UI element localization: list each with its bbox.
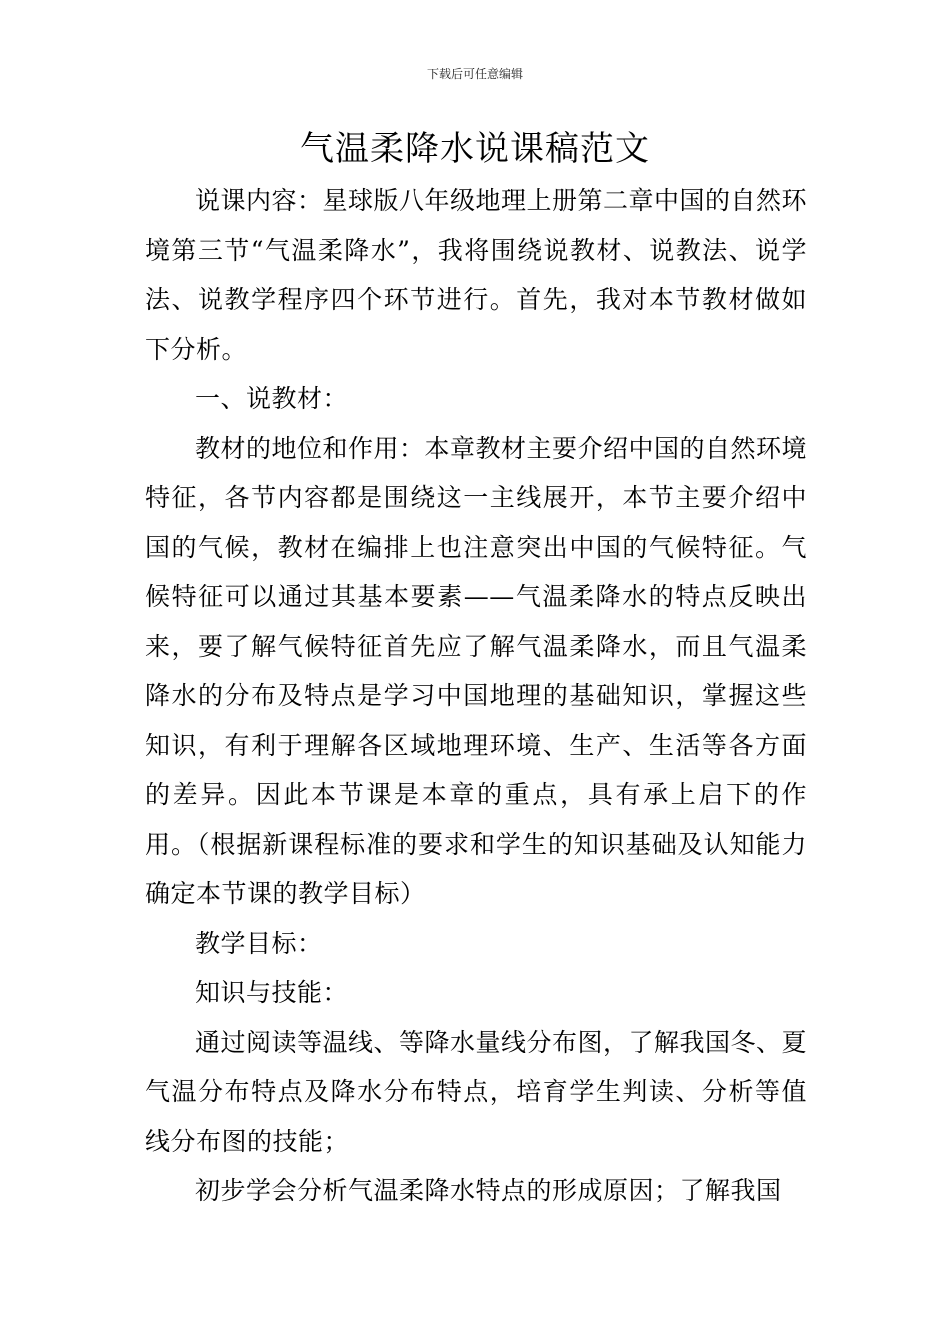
paragraph-objective-2: 初步学会分析气温柔降水特点的形成原因；了解我国 [195,1176,782,1205]
paragraph-section-heading: 一、说教材： [195,384,349,413]
header-note: 下载后可任意编辑 [426,67,523,81]
document-title: 气温柔降水说课稿范文 [300,129,650,169]
paragraph-intro: 说课内容：星球版八年级地理上册第二章中国的自然环境第三节“气温柔降水”，我将围绕说教材、说教法、说学法、说教学程序四个环节进行。首先，我对本节教材做如下分析。 [145,186,808,364]
document-body [145,176,807,1216]
paragraph-textbook-role: 教材的地位和作用：本章教材主要介绍中国的自然环境特征，各节内容都是围绕这一主线展开，本节主要介绍中国的气候，教材在编排上也注意突出中国的气候特征。气候特征可以通过其基本要素——气温柔降水的特点反映出来，要了解气候特征首先应了解气温柔降水，而且气温柔降水的分布及特点是学习中国地理的基础知识，掌握这些知识，有利于理解各区域地理环境、生产、生活等各方面的差异。因此本节课是本章的重点，具有承上启下的作用。（根据新课程标准的要求和学生的知识基础及认知能力确定本节课的教学目标） [145,433,808,908]
paragraph-objectives-heading: 教学目标： [195,928,323,958]
paragraph-knowledge-skills-heading: 知识与技能： [195,978,349,1007]
paragraph-objective-1: 通过阅读等温线、等降水量线分布图，了解我国冬、夏气温分布特点及降水分布特点，培育学生判读、分析等值线分布图的技能； [145,1027,808,1156]
